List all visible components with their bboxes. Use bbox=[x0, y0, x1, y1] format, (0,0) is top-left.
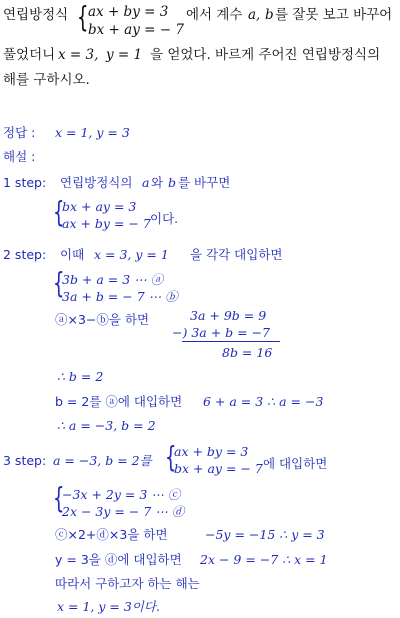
step1-text-post: 를 바꾸면 bbox=[178, 175, 231, 190]
brace-icon: { bbox=[77, 1, 89, 35]
step2-sub-pre: b = 2를 ⓐ에 대입하면 bbox=[55, 394, 183, 409]
step1-suffix: 이다. bbox=[150, 211, 179, 226]
step1-eq2: ax + by = − 7 bbox=[62, 216, 151, 231]
problem-line2-pre: 풀었더니 bbox=[3, 47, 56, 63]
step3-suffix: 에 대입하면 bbox=[263, 456, 328, 471]
step2-therefore-ab: ∴ a = −3, b = 2 bbox=[57, 418, 156, 433]
answer-label: 정답 : bbox=[3, 125, 36, 140]
coef-b: b bbox=[265, 7, 274, 23]
coef-a: a, bbox=[248, 7, 261, 23]
step2-therefore-b: ∴ b = 2 bbox=[57, 369, 104, 384]
step1-b: b bbox=[168, 175, 177, 190]
step3-sub-eq: 2x − 9 = −7 ∴ x = 1 bbox=[200, 552, 328, 567]
step3-final: x = 1, y = 3이다. bbox=[57, 599, 160, 614]
problem-line2-post: 을 얻었다. 바르게 주어진 연립방정식의 bbox=[150, 47, 381, 63]
step1-mid: 와 bbox=[151, 175, 164, 190]
problem-system bbox=[77, 1, 184, 40]
problem-eq2: bx + ay = − 7 bbox=[88, 22, 184, 38]
problem-x: x = 3, bbox=[58, 47, 99, 63]
step1-a: a bbox=[142, 175, 150, 190]
step2-label: 2 step: bbox=[3, 247, 47, 262]
problem-trail2: 를 잘못 보고 바꾸어 bbox=[275, 7, 393, 23]
step2-sub-eq: 6 + a = 3 ∴ a = −3 bbox=[203, 394, 324, 409]
step2-rule bbox=[182, 341, 280, 342]
problem-eq1: ax + by = 3 bbox=[88, 4, 169, 20]
brace-icon: { bbox=[53, 196, 65, 230]
problem-line3: 해를 구하시오. bbox=[3, 72, 90, 88]
step2-system bbox=[53, 267, 193, 306]
step3-label: 3 step: bbox=[3, 453, 47, 468]
step3-vals: a = −3, b = 2를 bbox=[53, 453, 152, 468]
brace-icon: { bbox=[53, 267, 65, 301]
brace-icon: { bbox=[165, 441, 177, 475]
problem-y: y = 1 bbox=[106, 47, 143, 63]
brace-icon: { bbox=[53, 482, 65, 516]
step2-eq1: 3b + a = 3 ⋯ ⓐ bbox=[62, 272, 164, 287]
step2-vertical-2: −) 3a + b = −7 bbox=[172, 325, 270, 340]
step3-op-pre: ⓒ×2+ⓓ×3을 하면 bbox=[55, 527, 168, 542]
step3-system bbox=[165, 441, 275, 480]
step2-vertical-1: 3a + 9b = 9 bbox=[190, 308, 267, 323]
step3-s1: −3x + 2y = 3 ⋯ ⓒ bbox=[62, 487, 181, 502]
step1-text-pre: 연립방정식의 bbox=[60, 175, 133, 190]
step3-sub-pre: y = 3을 ⓓ에 대입하면 bbox=[55, 552, 182, 567]
step2-xy: x = 3, y = 1 bbox=[94, 247, 169, 262]
problem-lead: 연립방정식 bbox=[3, 7, 69, 23]
step1-system bbox=[53, 196, 163, 235]
step1-label: 1 step: bbox=[3, 175, 47, 190]
step2-text-post: 을 각각 대입하면 bbox=[190, 247, 283, 262]
step3-op-eq: −5y = −15 ∴ y = 3 bbox=[205, 527, 325, 542]
step3-conclude: 따라서 구하고자 하는 해는 bbox=[55, 576, 200, 591]
step2-eq2: 3a + b = − 7 ⋯ ⓑ bbox=[62, 289, 178, 304]
step3-derived-system bbox=[53, 482, 213, 521]
step2-vertical-3: 8b = 16 bbox=[222, 345, 273, 360]
problem-trail: 에서 계수 bbox=[186, 7, 243, 23]
step1-eq1: bx + ay = 3 bbox=[62, 199, 137, 214]
answer-value: x = 1, y = 3 bbox=[55, 125, 130, 140]
step3-eq1: ax + by = 3 bbox=[174, 444, 249, 459]
step2-text-pre: 이때 bbox=[60, 247, 85, 262]
step2-op: ⓐ×3−ⓑ을 하면 bbox=[55, 312, 150, 327]
step3-eq2: bx + ay = − 7 bbox=[174, 461, 263, 476]
explain-label: 해설 : bbox=[3, 149, 36, 164]
step3-s2: 2x − 3y = − 7 ⋯ ⓓ bbox=[62, 504, 185, 519]
